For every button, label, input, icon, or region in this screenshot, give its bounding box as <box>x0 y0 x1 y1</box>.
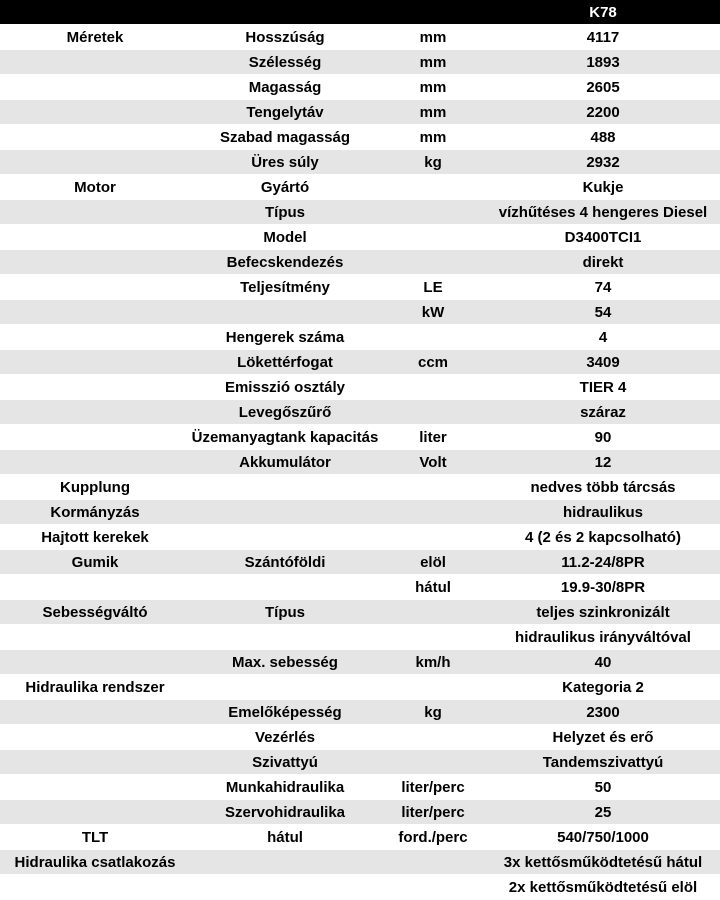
unit-cell <box>380 525 486 550</box>
unit-cell: km/h <box>380 650 486 675</box>
parameter-cell: Szervohidraulika <box>190 800 380 825</box>
parameter-cell: Üres súly <box>190 150 380 175</box>
unit-cell: mm <box>380 75 486 100</box>
category-cell <box>0 575 190 600</box>
category-cell <box>0 325 190 350</box>
unit-cell: mm <box>380 50 486 75</box>
parameter-cell <box>190 875 380 900</box>
table-row <box>0 875 720 900</box>
unit-cell <box>380 250 486 275</box>
parameter-cell: Hengerek száma <box>190 325 380 350</box>
value-cell: 540/750/1000 <box>486 825 720 850</box>
value-cell: 12 <box>486 450 720 475</box>
unit-cell: liter/perc <box>380 800 486 825</box>
table-row <box>0 775 720 800</box>
category-cell: Kupplung <box>0 475 190 500</box>
unit-cell: elöl <box>380 550 486 575</box>
table-row <box>0 200 720 225</box>
unit-cell: Volt <box>380 450 486 475</box>
value-cell: 3x kettősműködtetésű hátul <box>486 850 720 875</box>
table-row <box>0 150 720 175</box>
category-cell: Hidraulika rendszer <box>0 675 190 700</box>
value-cell: 1893 <box>486 50 720 75</box>
parameter-cell: Szivattyú <box>190 750 380 775</box>
table-row <box>0 475 720 500</box>
parameter-cell: Hosszúság <box>190 25 380 50</box>
parameter-cell <box>190 500 380 525</box>
value-cell: 4 <box>486 325 720 350</box>
parameter-cell <box>190 300 380 325</box>
table-row <box>0 800 720 825</box>
unit-cell <box>380 175 486 200</box>
table-row <box>0 425 720 450</box>
table-row <box>0 400 720 425</box>
unit-cell: hátul <box>380 575 486 600</box>
unit-cell <box>380 325 486 350</box>
category-cell <box>0 450 190 475</box>
category-cell: Hidraulika csatlakozás <box>0 850 190 875</box>
value-cell: 11.2-24/8PR <box>486 550 720 575</box>
unit-cell: kg <box>380 150 486 175</box>
category-cell <box>0 350 190 375</box>
unit-cell: kW <box>380 300 486 325</box>
unit-cell: mm <box>380 25 486 50</box>
table-row <box>0 225 720 250</box>
category-cell: Kormányzás <box>0 500 190 525</box>
table-row <box>0 75 720 100</box>
category-cell <box>0 150 190 175</box>
table-row <box>0 375 720 400</box>
parameter-cell: Üzemanyagtank kapacitás <box>190 425 380 450</box>
category-cell <box>0 650 190 675</box>
value-cell: 2300 <box>486 700 720 725</box>
category-cell <box>0 875 190 900</box>
value-cell: 40 <box>486 650 720 675</box>
parameter-cell <box>190 850 380 875</box>
parameter-cell <box>190 675 380 700</box>
value-cell: 2200 <box>486 100 720 125</box>
table-row <box>0 700 720 725</box>
value-cell: 4 (2 és 2 kapcsolható) <box>486 525 720 550</box>
parameter-cell: Befecskendezés <box>190 250 380 275</box>
value-cell: 2932 <box>486 150 720 175</box>
table-row <box>0 300 720 325</box>
table-row <box>0 650 720 675</box>
value-cell: vízhűtéses 4 hengeres Diesel <box>486 200 720 225</box>
value-cell: nedves több tárcsás <box>486 475 720 500</box>
value-cell: Helyzet és erő <box>486 725 720 750</box>
value-cell: 90 <box>486 425 720 450</box>
header-empty-cell <box>0 0 190 25</box>
unit-cell <box>380 500 486 525</box>
table-row <box>0 350 720 375</box>
value-cell: 2605 <box>486 75 720 100</box>
unit-cell: mm <box>380 125 486 150</box>
table-row <box>0 525 720 550</box>
model-header: K78 <box>486 0 720 25</box>
value-cell: 2x kettősműködtetésű elöl <box>486 875 720 900</box>
category-cell <box>0 125 190 150</box>
unit-cell: mm <box>380 100 486 125</box>
parameter-cell: Akkumulátor <box>190 450 380 475</box>
parameter-cell: Model <box>190 225 380 250</box>
category-cell <box>0 800 190 825</box>
value-cell: Kukje <box>486 175 720 200</box>
parameter-cell: Emelőképesség <box>190 700 380 725</box>
value-cell: D3400TCI1 <box>486 225 720 250</box>
parameter-cell: Munkahidraulika <box>190 775 380 800</box>
unit-cell <box>380 850 486 875</box>
category-cell <box>0 100 190 125</box>
category-cell <box>0 275 190 300</box>
table-row <box>0 450 720 475</box>
parameter-cell <box>190 475 380 500</box>
value-cell: hidraulikus irányváltóval <box>486 625 720 650</box>
category-cell: Gumik <box>0 550 190 575</box>
unit-cell <box>380 625 486 650</box>
parameter-cell: Max. sebesség <box>190 650 380 675</box>
table-row <box>0 125 720 150</box>
unit-cell <box>380 600 486 625</box>
category-cell <box>0 300 190 325</box>
unit-cell <box>380 675 486 700</box>
unit-cell <box>380 225 486 250</box>
table-row <box>0 500 720 525</box>
category-cell: Méretek <box>0 25 190 50</box>
value-cell: hidraulikus <box>486 500 720 525</box>
value-cell: TIER 4 <box>486 375 720 400</box>
category-cell <box>0 50 190 75</box>
category-cell: Motor <box>0 175 190 200</box>
category-cell <box>0 250 190 275</box>
table-row <box>0 600 720 625</box>
value-cell: 488 <box>486 125 720 150</box>
unit-cell <box>380 750 486 775</box>
table-row <box>0 50 720 75</box>
value-cell: Kategoria 2 <box>486 675 720 700</box>
value-cell: 54 <box>486 300 720 325</box>
category-cell <box>0 700 190 725</box>
parameter-cell: Levegőszűrő <box>190 400 380 425</box>
parameter-cell: Szántóföldi <box>190 550 380 575</box>
parameter-cell: Tengelytáv <box>190 100 380 125</box>
table-header-row <box>0 0 720 25</box>
value-cell: száraz <box>486 400 720 425</box>
table-row <box>0 550 720 575</box>
unit-cell <box>380 725 486 750</box>
header-empty-cell <box>190 0 380 25</box>
parameter-cell: Vezérlés <box>190 725 380 750</box>
unit-cell: LE <box>380 275 486 300</box>
value-cell: 25 <box>486 800 720 825</box>
value-cell: 19.9-30/8PR <box>486 575 720 600</box>
value-cell: 50 <box>486 775 720 800</box>
unit-cell <box>380 200 486 225</box>
category-cell <box>0 725 190 750</box>
category-cell <box>0 775 190 800</box>
category-cell <box>0 625 190 650</box>
value-cell: teljes szinkronizált <box>486 600 720 625</box>
unit-cell: ford./perc <box>380 825 486 850</box>
category-cell <box>0 425 190 450</box>
parameter-cell: Emisszió osztály <box>190 375 380 400</box>
parameter-cell: hátul <box>190 825 380 850</box>
parameter-cell: Teljesítmény <box>190 275 380 300</box>
unit-cell <box>380 475 486 500</box>
category-cell <box>0 375 190 400</box>
unit-cell: ccm <box>380 350 486 375</box>
parameter-cell <box>190 625 380 650</box>
unit-cell <box>380 875 486 900</box>
table-row <box>0 325 720 350</box>
value-cell: Tandemszivattyú <box>486 750 720 775</box>
table-row <box>0 275 720 300</box>
table-row <box>0 625 720 650</box>
category-cell <box>0 75 190 100</box>
table-row <box>0 750 720 775</box>
parameter-cell: Szabad magasság <box>190 125 380 150</box>
table-row <box>0 825 720 850</box>
table-row <box>0 850 720 875</box>
parameter-cell: Típus <box>190 600 380 625</box>
table-row <box>0 675 720 700</box>
parameter-cell <box>190 575 380 600</box>
table-row <box>0 100 720 125</box>
table-row <box>0 25 720 50</box>
unit-cell: liter/perc <box>380 775 486 800</box>
category-cell <box>0 750 190 775</box>
parameter-cell: Gyártó <box>190 175 380 200</box>
parameter-cell: Lökettérfogat <box>190 350 380 375</box>
spec-table-body <box>0 25 720 900</box>
parameter-cell: Szélesség <box>190 50 380 75</box>
parameter-cell: Típus <box>190 200 380 225</box>
unit-cell <box>380 375 486 400</box>
category-cell <box>0 225 190 250</box>
category-cell: TLT <box>0 825 190 850</box>
parameter-cell: Magasság <box>190 75 380 100</box>
value-cell: 74 <box>486 275 720 300</box>
value-cell: direkt <box>486 250 720 275</box>
table-row <box>0 575 720 600</box>
unit-cell: liter <box>380 425 486 450</box>
unit-cell: kg <box>380 700 486 725</box>
category-cell <box>0 200 190 225</box>
category-cell: Sebességváltó <box>0 600 190 625</box>
parameter-cell <box>190 525 380 550</box>
table-row <box>0 725 720 750</box>
category-cell <box>0 400 190 425</box>
category-cell: Hajtott kerekek <box>0 525 190 550</box>
header-empty-cell <box>380 0 486 25</box>
unit-cell <box>380 400 486 425</box>
value-cell: 4117 <box>486 25 720 50</box>
table-row <box>0 175 720 200</box>
table-row <box>0 250 720 275</box>
value-cell: 3409 <box>486 350 720 375</box>
